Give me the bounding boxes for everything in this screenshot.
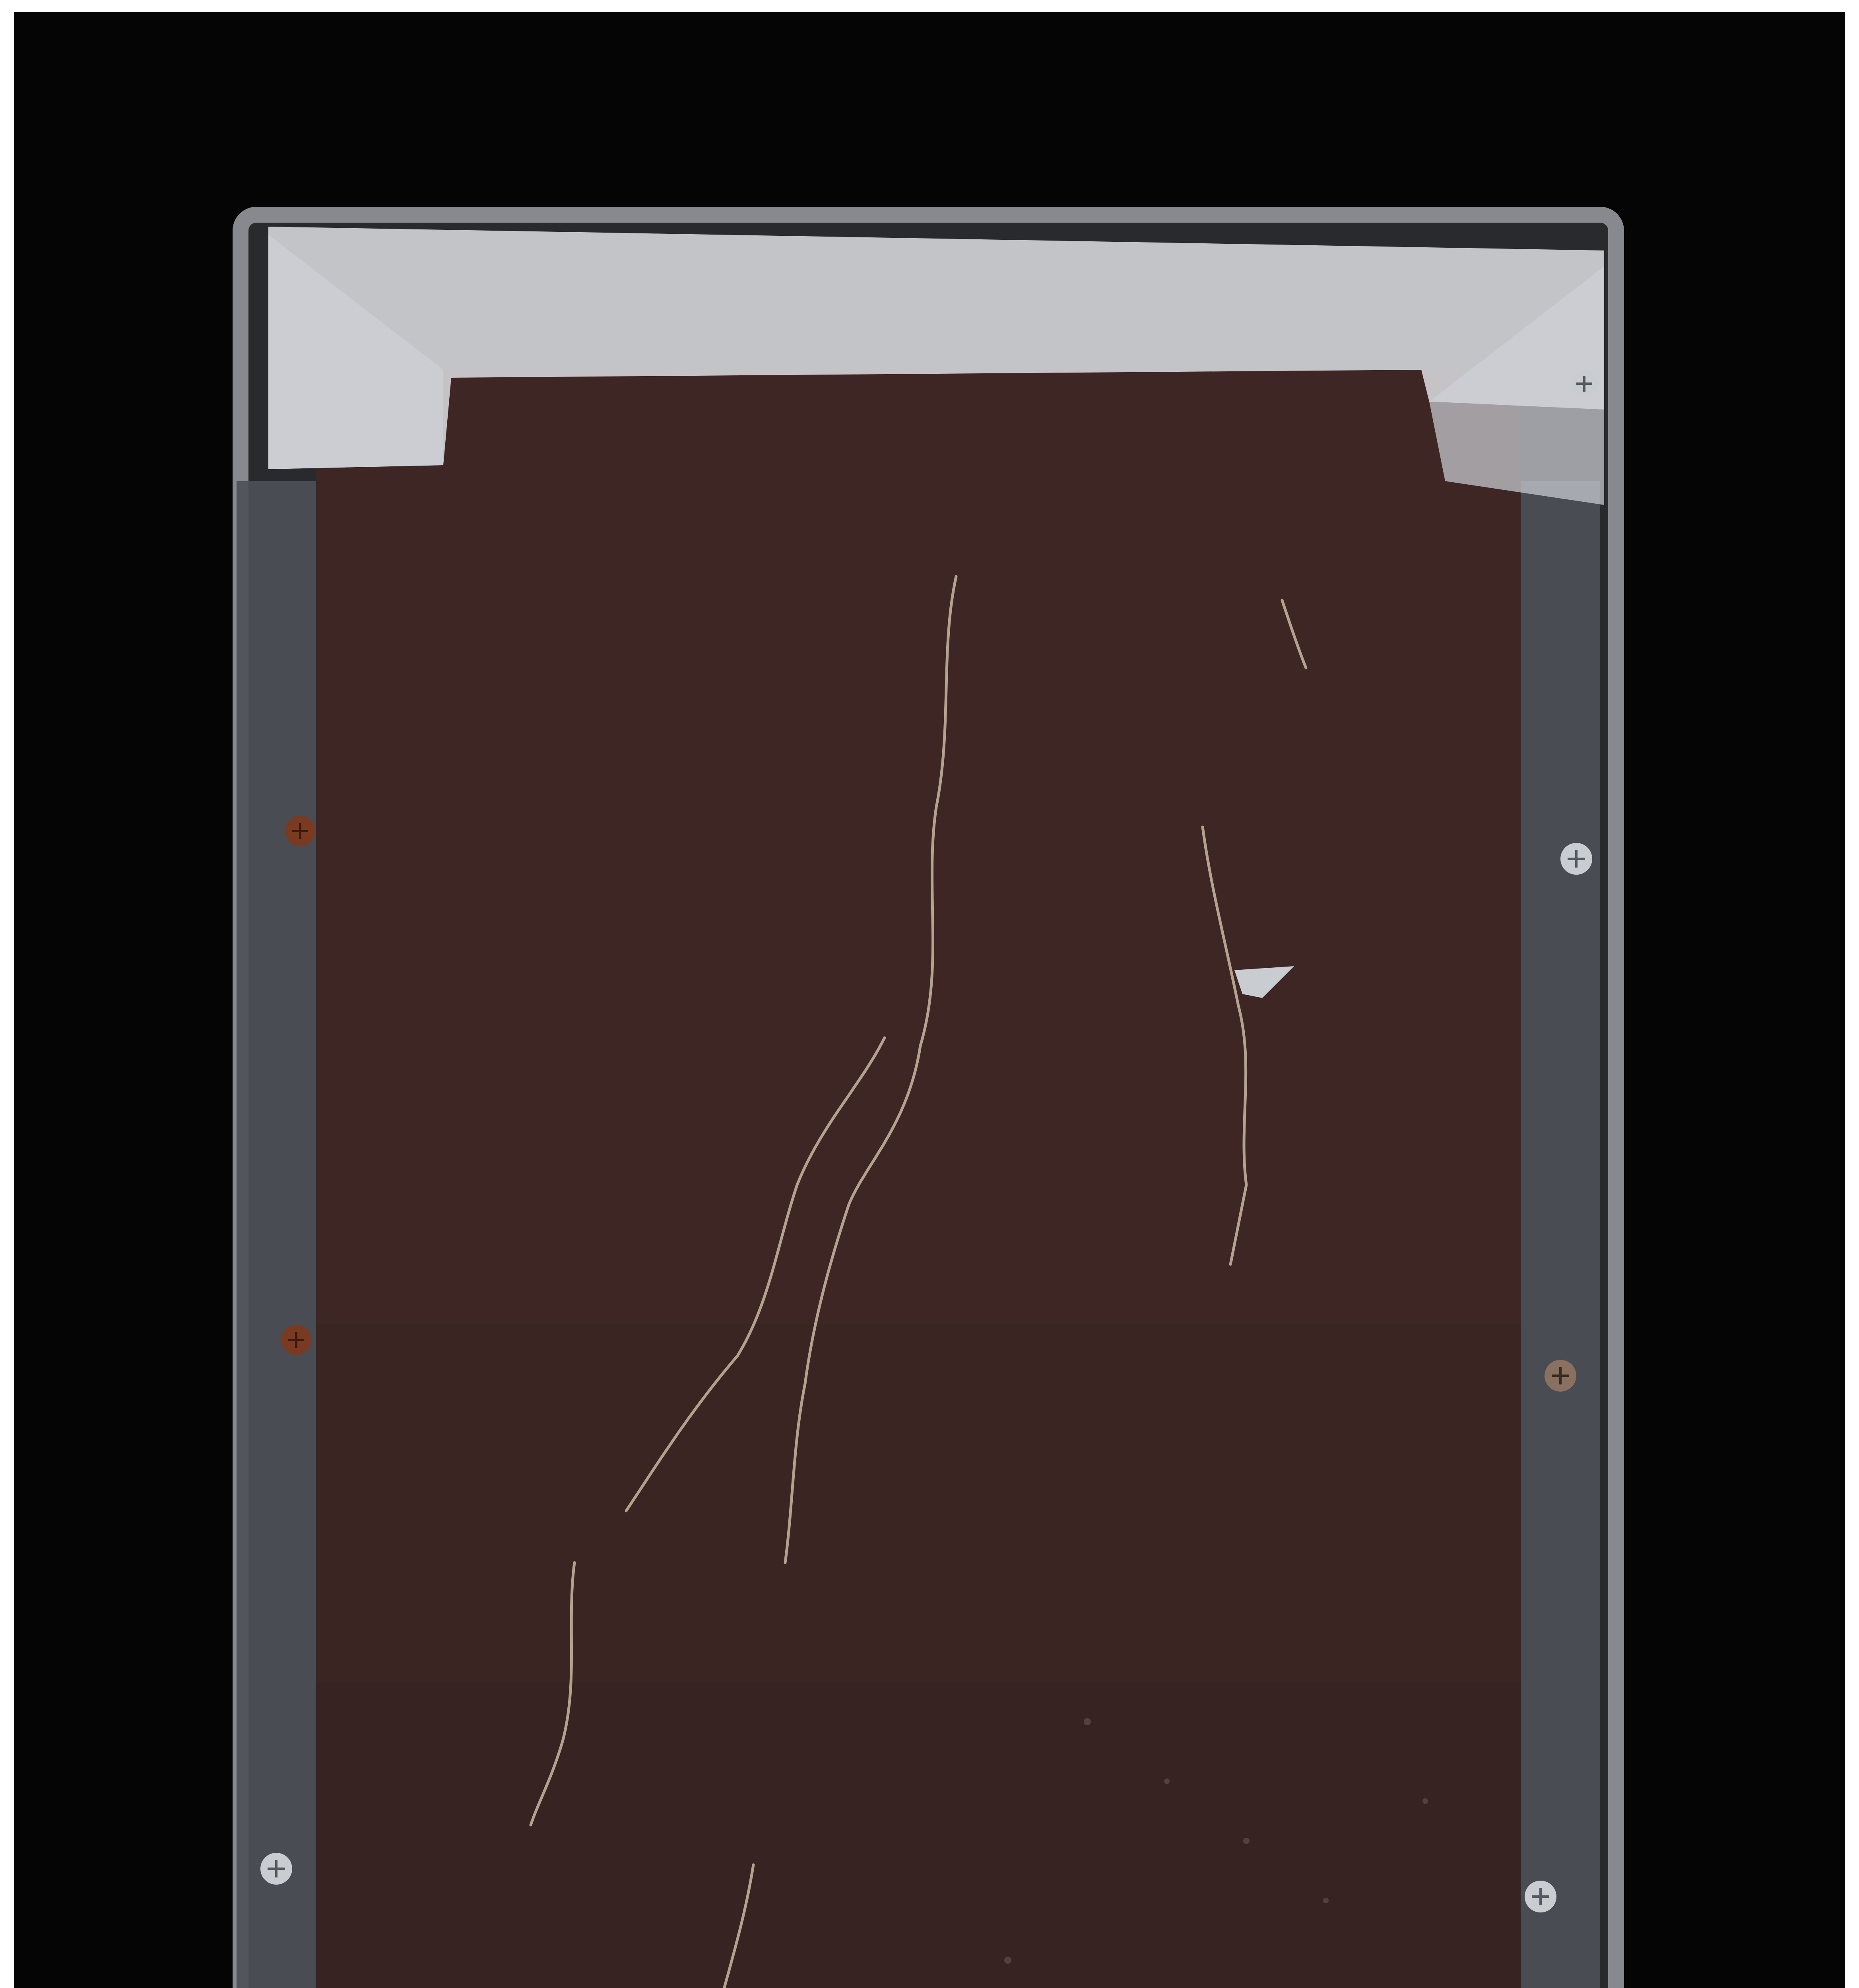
screw-icon xyxy=(281,1325,311,1355)
screw-icon xyxy=(285,816,315,846)
rhizobox-photo xyxy=(14,12,1845,1988)
screw-icon xyxy=(1571,370,1598,397)
soil-texture-lower xyxy=(316,1682,1521,1988)
frame-left-strip xyxy=(237,481,316,1988)
screw-icon xyxy=(1560,843,1592,875)
screw-icon xyxy=(1525,1881,1556,1912)
soil-texture-upper xyxy=(316,370,1521,1324)
screw-icon xyxy=(260,1853,292,1885)
frame-right-strip xyxy=(1521,481,1600,1988)
scan-area xyxy=(14,12,1845,1988)
screw-icon xyxy=(1545,1360,1576,1392)
